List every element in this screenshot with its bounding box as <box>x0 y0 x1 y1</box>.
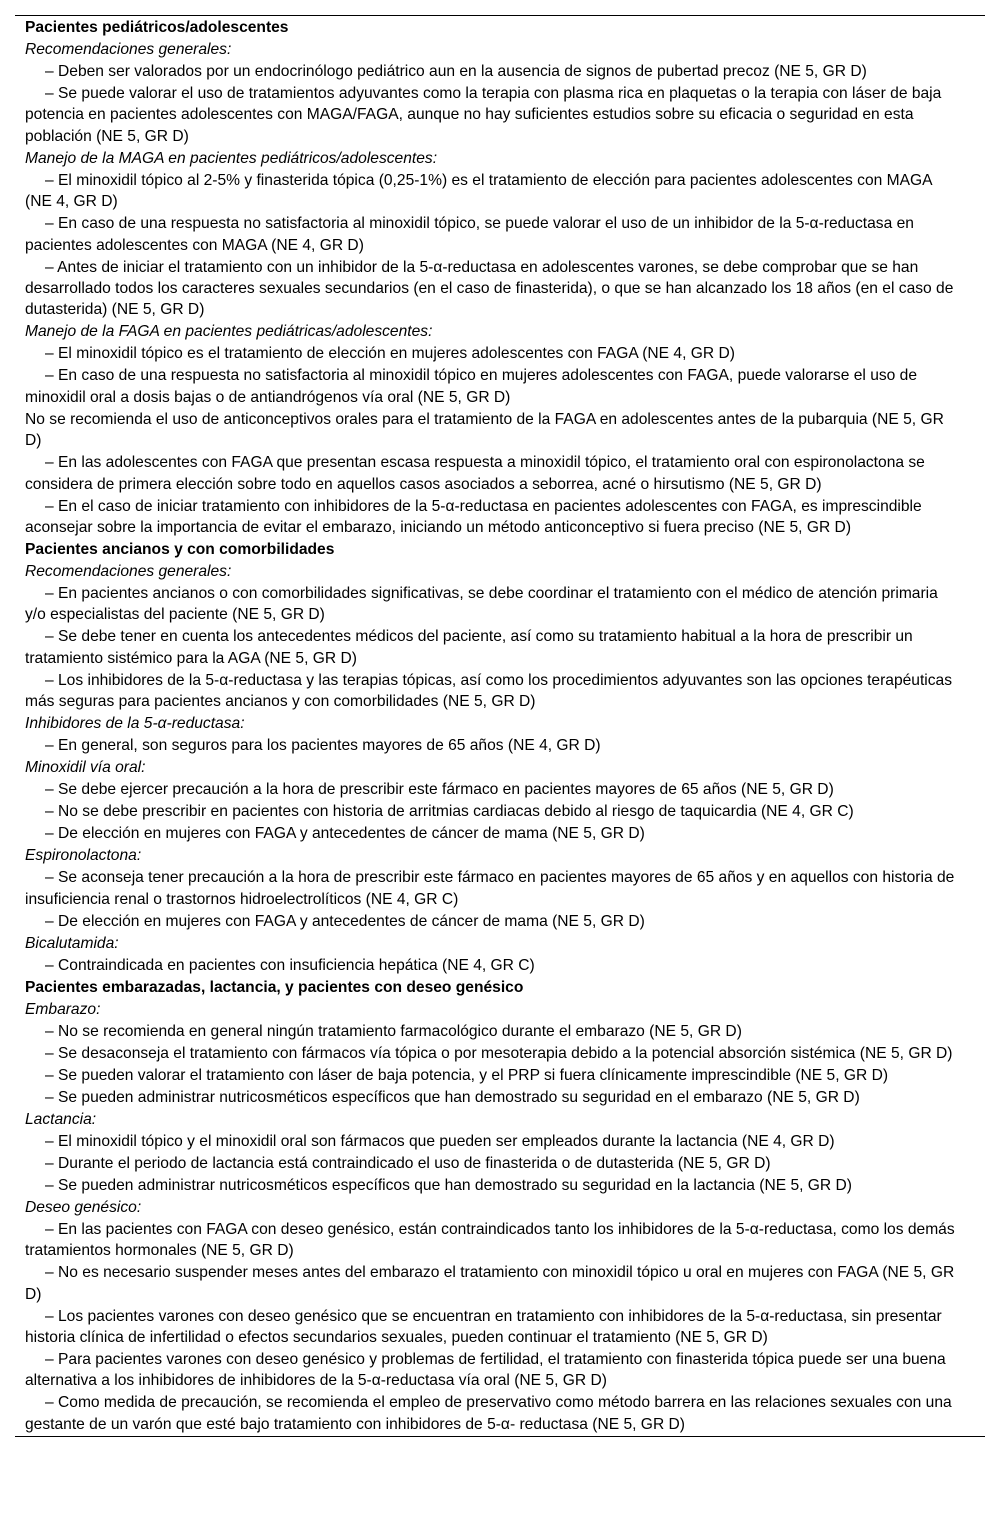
recommendation-item: – Se pueden valorar el tratamiento con láser de baja potencia, y el PRP si fuera clínicamente imprescindible (NE 5, GR D) <box>45 1066 889 1084</box>
subsection-label: Manejo de la FAGA en pacientes pediátricas/adolescentes: <box>25 323 433 341</box>
recommendation-item: – En las adolescentes con FAGA que presentan escasa respuesta a minoxidil tópico, el tratamiento oral con espironolactona se considera de primera elección sobre todo en aquellos casos asociados a seborrea, acné o hirsutismo (NE 5, GR D) <box>25 454 925 493</box>
recommendation-item: – Se pueden administrar nutricosméticos específicos que han demostrado su seguridad en el embarazo (NE 5, GR D) <box>45 1088 860 1106</box>
recommendations-table <box>15 15 985 1437</box>
recommendation-item: – Como medida de precaución, se recomienda el empleo de preservativo como método barrera en las relaciones sexuales con una gestante de un varón que esté bajo tratamiento con inhibidores de 5-α- reductasa (NE 5, GR D) <box>25 1394 952 1433</box>
recommendation-item: – Se pueden administrar nutricosméticos específicos que han demostrado su seguridad en la lactancia (NE 5, GR D) <box>45 1176 852 1194</box>
recommendation-item: – En el caso de iniciar tratamiento con inhibidores de la 5-α-reductasa en pacientes adolescentes con FAGA, es imprescindible aconsejar sobre la importancia de evitar el embarazo, iniciando un método anticonceptivo si fuera preciso (NE 5, GR D) <box>25 497 922 537</box>
recommendation-item: – Se debe ejercer precaución a la hora de prescribir este fármaco en pacientes mayores de 65 años (NE 5, GR D) <box>45 781 834 799</box>
recommendation-item: – Los pacientes varones con deseo genésico que se encuentran en tratamiento con inhibidores de la 5-α-reductasa, sin presentar historia clínica de infertilidad o efectos secundarios sexuales, pueden continuar el tratamiento (NE 5, GR D) <box>25 1307 942 1346</box>
section-heading: Pacientes pediátricos/adolescentes <box>25 19 289 36</box>
subsection-label: Minoxidil vía oral: <box>25 759 146 777</box>
recommendation-item: – De elección en mujeres con FAGA y antecedentes de cáncer de mama (NE 5, GR D) <box>45 912 645 930</box>
subsection-label: Manejo de la MAGA en pacientes pediátricos/adolescentes: <box>25 149 438 167</box>
recommendation-note: No se recomienda el uso de anticonceptivos orales para el tratamiento de la FAGA en adolescentes antes de la pubarquia (NE 5, GR D) <box>25 410 944 450</box>
subsection-label: Inhibidores de la 5-α-reductasa: <box>25 715 245 733</box>
recommendation-item: – Antes de iniciar el tratamiento con un inhibidor de la 5-α-reductasa en adolescentes varones, se debe comprobar que se han desarrollado todos los caracteres sexuales secundarios (en el caso de finasterida), o que se han alcanzado los 18 años (en el caso de dutasterida) (NE 5, GR D) <box>25 258 954 319</box>
recommendation-item: – Se debe tener en cuenta los antecedentes médicos del paciente, así como su tratamiento habitual a la hora de prescribir un tratamiento sistémico para la AGA (NE 5, GR D) <box>25 628 913 667</box>
recommendation-item: – En general, son seguros para los pacientes mayores de 65 años (NE 4, GR D) <box>45 737 601 755</box>
recommendation-item: – Para pacientes varones con deseo genésico y problemas de fertilidad, el tratamiento con finasterida tópica puede ser una buena alternativa a los inhibidores de inhibidores de la 5-α-reductasa vía oral (NE 5, GR D) <box>25 1350 946 1390</box>
subsection-label: Embarazo: <box>25 1000 101 1018</box>
recommendation-item: – En las pacientes con FAGA con deseo genésico, están contraindicados tanto los inhibidores de la 5-α-reductasa, como los demás tratamientos hormonales (NE 5, GR D) <box>25 1220 955 1260</box>
subsection-label: Recomendaciones generales: <box>25 563 232 581</box>
recommendation-item: – Durante el periodo de lactancia está contraindicado el uso de finasterida o de dutasterida (NE 5, GR D) <box>45 1154 771 1172</box>
recommendation-item: – No se recomienda en general ningún tratamiento farmacológico durante el embarazo (NE 5, GR D) <box>45 1022 742 1040</box>
recommendation-item: – El minoxidil tópico es el tratamiento de elección en mujeres adolescentes con FAGA (NE 4, GR D) <box>45 345 735 363</box>
subsection-label: Espironolactona: <box>25 847 142 865</box>
recommendation-item: – En caso de una respuesta no satisfactoria al minoxidil tópico, se puede valorar el uso de un inhibidor de la 5-α-reductasa en pacientes adolescentes con MAGA (NE 4, GR D) <box>25 215 914 254</box>
recommendation-item: – No se debe prescribir en pacientes con historia de arritmias cardiacas debido al riesgo de taquicardia (NE 4, GR C) <box>45 803 854 821</box>
subsection-label: Recomendaciones generales: <box>25 41 232 58</box>
subsection-label: Lactancia: <box>25 1110 97 1128</box>
recommendation-item: – Deben ser valorados por un endocrinólogo pediátrico aun en la ausencia de signos de pubertad precoz (NE 5, GR D) <box>45 63 867 80</box>
recommendation-item: – Contraindicada en pacientes con insuficiencia hepática (NE 4, GR C) <box>45 956 535 974</box>
recommendation-item: – El minoxidil tópico y el minoxidil oral son fármacos que pueden ser empleados durante la lactancia (NE 4, GR D) <box>45 1132 835 1150</box>
recommendation-item: – De elección en mujeres con FAGA y antecedentes de cáncer de mama (NE 5, GR D) <box>45 825 645 843</box>
recommendation-item: – No es necesario suspender meses antes del embarazo el tratamiento con minoxidil tópico u oral en mujeres con FAGA (NE 5, GR D) <box>25 1264 955 1303</box>
recommendation-item: – Se desaconseja el tratamiento con fármacos vía tópica o por mesoterapia debido a la potencial absorción sistémica (NE 5, GR D) <box>45 1044 953 1062</box>
recommendation-item: – El minoxidil tópico al 2-5% y finasterida tópica (0,25-1%) es el tratamiento de elección para pacientes adolescentes con MAGA (NE 4, GR D) <box>25 171 932 211</box>
recommendation-item: – En caso de una respuesta no satisfactoria al minoxidil tópico en mujeres adolescentes con FAGA, puede valorarse el uso de minoxidil oral a dosis bajas o de antiandrógenos vía oral (NE 5, GR D) <box>25 367 918 406</box>
section-heading: Pacientes ancianos y con comorbilidades <box>25 541 335 559</box>
recommendation-item: – Los inhibidores de la 5-α-reductasa y las terapias tópicas, así como los procedimientos adyuvantes son las opciones terapéuticas más seguras para pacientes ancianos y con comorbilidades (NE 5, GR D) <box>25 671 953 711</box>
recommendation-item: – En pacientes ancianos o con comorbilidades significativas, se debe coordinar el tratamiento con el médico de atención primaria y/o especialistas del paciente (NE 5, GR D) <box>25 585 938 624</box>
subsection-label: Bicalutamida: <box>25 934 119 952</box>
section-heading: Pacientes embarazadas, lactancia, y pacientes con deseo genésico <box>25 978 524 996</box>
subsection-label: Deseo genésico: <box>25 1198 142 1216</box>
recommendation-item: – Se aconseja tener precaución a la hora de prescribir este fármaco en pacientes mayores de 65 años y en aquellos con historia de insuficiencia renal o trastornos hidroelectrolíticos (NE 4, GR C) <box>25 869 955 908</box>
recommendation-item: – Se puede valorar el uso de tratamientos adyuvantes como la terapia con plasma rica en plaquetas o la terapia con láser de baja potencia en pacientes adolescentes con MAGA/FAGA, aunque no hay suficientes estudios sobre su eficacia o seguridad en esta población (NE 5, GR D) <box>25 85 942 145</box>
